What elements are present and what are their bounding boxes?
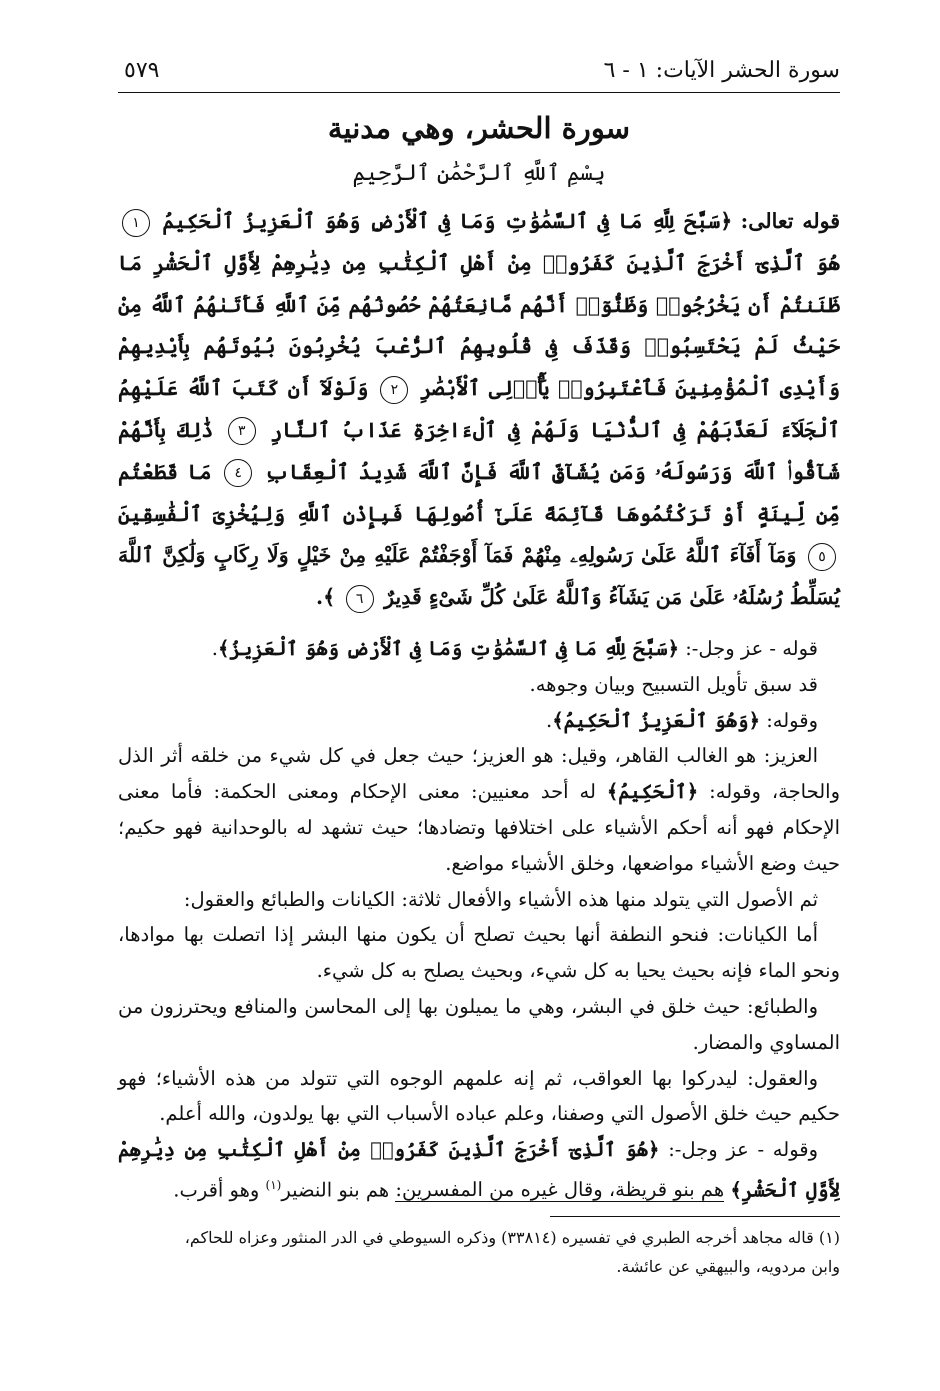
commentary-paragraph: والعقول: ليدركوا بها العواقب، ثم إنه علمهم الوجوه التي تتولد من هذه الأشياء؛ فهو حكيم حيث خلق الأصول التي وصفنا، وعلم عباده الأسباب التي بها يولدون، والله أعلم. <box>118 1066 840 1126</box>
commentary-paragraph: قد سبق تأويل التسبيح وبيان وجوهه. <box>529 672 818 696</box>
verse-number-3: ٣ <box>228 417 256 445</box>
verse-number-2: ٢ <box>380 376 408 404</box>
commentary-paragraph: أما الكيانات: فنحو النطفة أنها بحيث تصلح أن يكون منها البشر إذا اتصلت بها موادها، ونحو الماء فإنه بحيث يحيا به كل شيء، وبحيث يصلح به كل شيء. <box>118 923 840 983</box>
paragraph-text: هم بنو النضير <box>281 1178 390 1202</box>
verse-number-1: ١ <box>122 209 150 237</box>
quoted-aya: ﴿وَهُوَ ٱلْعَزِيزُ ٱلْحَكِيمُ﴾ <box>552 708 761 732</box>
paragraph-text: له أحد معنيين: معنى الإحكام ومعنى الحكمة: فأما معنى الإحكام فهو أنه أحكم الأشياء على اختلافها وتضادها؛ حيث تشهد له بالوحدانية فهو حكيم؛ حيث وضع الأشياء مواضعها، وخلق الأشياء مواضع. <box>118 780 840 875</box>
commentary-paragraph: ثم الأصول التي يتولد منها هذه الأشياء والأفعال ثلاثة: الكيانات والطبائع والعقول: <box>183 887 818 911</box>
quote-suffix: . <box>545 708 553 732</box>
commentary-paragraph <box>118 703 840 739</box>
running-title: سورة الحشر الآيات: ١ - ٦ <box>603 58 840 83</box>
verse-1: ﴿سَبَّحَ لِلَّهِ مَا فِى ٱلسَّمَٰوَٰتِ وَمَا فِى ٱلْأَرْضِ وَهُوَ ٱلْعَزِيزُ ٱلْحَكِيمُ <box>162 209 733 233</box>
quoted-aya: ﴿هُوَ ٱلَّذِىٓ أَخْرَجَ ٱلَّذِينَ كَفَرُوا۟ مِنْ أَهْلِ ٱلْكِتَٰبِ مِن دِيَٰرِهِمْ لِأَوَّلِ ٱلْحَشْرِ﴾ <box>118 1138 840 1202</box>
quoted-aya: ﴿سَبَّحَ لِلَّهِ مَا فِى ٱلسَّمَٰوَٰتِ وَمَا فِى ٱلْأَرْضِ وَهُوَ ٱلْعَزِيزُ﴾ <box>218 636 680 660</box>
verse-2: هُوَ ٱلَّذِىٓ أَخْرَجَ ٱلَّذِينَ كَفَرُوا۟ مِنْ أَهْلِ ٱلْكِتَٰبِ مِن دِيَٰرِهِمْ لِأَوَّلِ ٱلْحَشْرِ مَا ظَنَنتُمْ أَن يَخْرُجُوا۟ وَظَنُّوٓا۟ أَنَّهُم مَّانِعَتُهُمْ حُصُونُهُم مِّنَ ٱللَّهِ فَأَتَىٰهُمُ ٱللَّهُ مِنْ حَيْثُ لَمْ يَحْتَسِبُوا۟ وَقَذَفَ فِى قُلُوبِهِمُ ٱلرُّعْبَ يُخْرِبُونَ بُيُوتَهُم بِأَيْدِيهِمْ وَأَيْدِى ٱلْمُؤْمِنِينَ فَٱعْتَبِرُوا۟ يَٰٓأُو۟لِى ٱلْأَبْصَٰرِ <box>118 250 840 401</box>
quote-suffix: . <box>211 636 218 660</box>
underlined-text: هم بنو قريظة، وقال غيره من المفسرين: <box>395 1178 725 1202</box>
quote-prefix: وقوله: <box>766 708 818 732</box>
page-header <box>118 52 840 92</box>
verse-5: مَا قَطَعْتُم مِّن لِّينَةٍ أَوْ تَرَكْتُمُوهَا قَآئِمَةً عَلَىٰٓ أُصُولِهَا فَبِإِذْنِ ٱللَّهِ وَلِيُخْزِىَ ٱلْفَٰسِقِينَ <box>118 459 840 526</box>
footnote-1-line-2: وابن مردويه، والبيهقي عن عائشة. <box>616 1257 840 1277</box>
commentary-paragraph: والطبائع: حيث خلق في البشر، وهي ما يميلون بها إلى المحاسن والمنافع ويحترزون من المساوي والمضار. <box>118 994 840 1054</box>
verse-number-6: ٦ <box>346 585 374 613</box>
quran-lead: قوله تعالى: <box>740 209 840 233</box>
surah-heading: سورة الحشر، وهي مدنية <box>327 111 631 145</box>
footnote-rule <box>550 1216 840 1217</box>
page-number: ٥٧٩ <box>124 58 160 83</box>
commentary <box>118 631 840 1208</box>
paragraph-text: العزيز: هو الغالب القاهر، وقيل: هو العزيز؛ حيث جعل في كل شيء من خلقه أثر الذل والحاجة، وقوله: <box>118 744 840 804</box>
quote-prefix: وقوله - عز وجل-: <box>668 1138 819 1162</box>
verse-number-4: ٤ <box>224 459 252 487</box>
commentary-paragraph <box>118 738 840 881</box>
paragraph-text: وهو أقرب. <box>173 1178 260 1202</box>
footnote-1-line-1: (١) قاله مجاهد أخرجه الطبري في تفسيره (٣٣٨١٤) وذكره السيوطي في الدر المنثور وعزاه للحاكم، <box>184 1228 840 1248</box>
basmala: بِسْمِ ٱللَّهِ ٱلرَّحْمَٰنِ ٱلرَّحِيمِ <box>352 161 606 186</box>
book-page <box>118 52 840 1372</box>
header-rule <box>118 92 840 93</box>
quote-prefix: قوله - عز وجل-: <box>685 636 818 660</box>
verse-6: وَمَآ أَفَآءَ ٱللَّهُ عَلَىٰ رَسُولِهِۦ مِنْهُمْ فَمَآ أَوْجَفْتُمْ عَلَيْهِ مِنْ خَيْلٍ وَلَا رِكَابٍ وَلَٰكِنَّ ٱللَّهَ يُسَلِّطُ رُسُلَهُۥ عَلَىٰ مَن يَشَآءُ وَٱللَّهُ عَلَىٰ كُلِّ شَىْءٍ قَدِيرٌ <box>118 543 840 610</box>
commentary-paragraph <box>118 1132 840 1208</box>
quran-close: ﴾. <box>315 585 336 610</box>
quoted-aya: ﴿ٱلْحَكِيمُ﴾ <box>606 780 699 804</box>
commentary-paragraph <box>118 631 840 667</box>
verse-4: ذَٰلِكَ بِأَنَّهُمْ شَآقُّوا۟ ٱللَّهَ وَرَسُولَهُۥ وَمَن يُشَآقِّ ٱللَّهَ فَإِنَّ ٱللَّهَ شَدِيدُ ٱلْعِقَابِ <box>118 417 840 484</box>
verse-3: وَلَوْلَآ أَن كَتَبَ ٱللَّهُ عَلَيْهِمُ ٱلْجَلَآءَ لَعَذَّبَهُمْ فِى ٱلدُّنْيَا وَلَهُمْ فِى ٱلْءَاخِرَةِ عَذَابُ ٱلنَّارِ <box>118 376 840 442</box>
verse-number-5: ٥ <box>808 543 836 571</box>
quran-passage <box>118 201 840 619</box>
footnotes <box>118 1223 840 1281</box>
footnote-reference: (١) <box>265 1177 282 1192</box>
